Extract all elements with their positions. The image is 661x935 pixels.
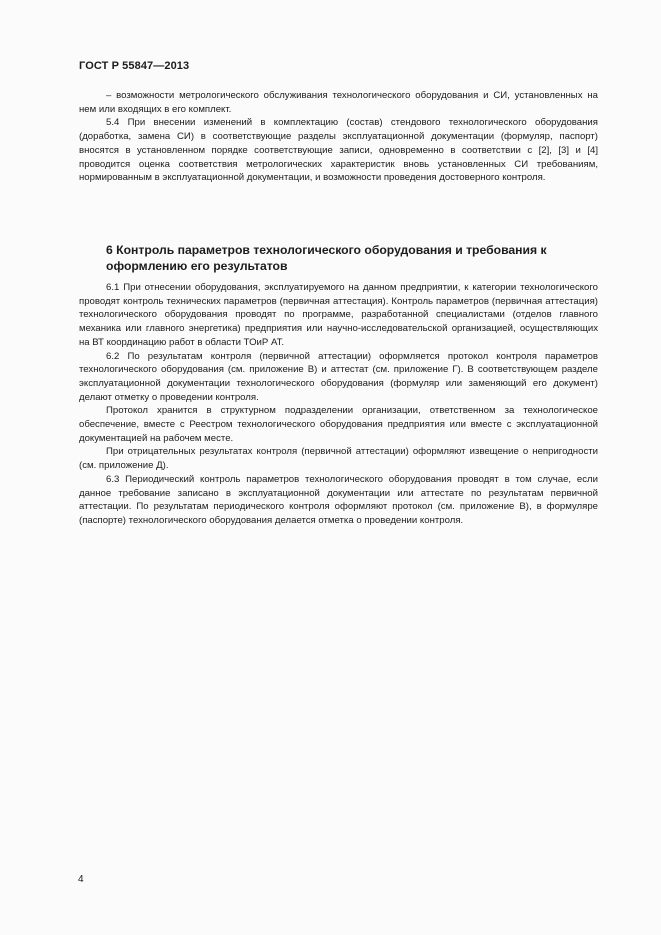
list-continuation-paragraph: – возможности метрологического обслуживания технологического оборудования и СИ, установленных на нем или входящих в его комплект. — [79, 90, 598, 115]
clause-6-2-paragraph: 6.2 По результатам контроля (первичной аттестации) оформляется протокол контроля параметров технологического оборудования (см. приложение В) и аттестат (см. приложение Г). В соответствующем разделе эксплуатационной документации технологического оборудования (формуляр или заменяющий его документ) делают отметку о проведении контроля. — [79, 350, 598, 403]
clause-6-1-paragraph: 6.1 При отнесении оборудования, эксплуатируемого на данном предприятии, к категории технологического проводят контроль технических параметров (первичная аттестация). Контроль параметров (первичная аттестация) технологического оборудования проводят по программе, разработанной специалистами (отделов главного механика или главного энергетика) предприятия или научно-исследовательской организацией, осуществляющих на ВТ координацию работ в области ТОиР АТ. — [79, 282, 598, 348]
section-6-body — [79, 281, 598, 528]
clause-6-3-paragraph: 6.3 Периодический контроль параметров технологического оборудования проводят в том случае, если данное требование записано в эксплуатационной документации или аттестате по результатам первичной аттестации. По результатам периодического контроля оформляют протокол (см. приложение В), в формуляре (паспорте) технологического оборудования делается отметка о проведении контроля. — [79, 473, 598, 526]
negative-result-paragraph: При отрицательных результатах контроля (первичной аттестации) оформляют извещение о непригодности (см. приложение Д). — [79, 446, 598, 472]
clause-5-4-paragraph: 5.4 При внесении изменений в комплектацию (состав) стендового технологического оборудования (доработка, замена СИ) в соответствующие разделы эксплуатационной документации (формуляр, паспорт) вносятся в установленном порядке соответствующие записи, одновременно в соответствии с [2], [3] и [4] проводится оценка соответствия метрологических характеристик вновь установленных СИ требованиям, нормированным в эксплуатационной документации, и возможности проведения достоверного контроля. — [79, 117, 598, 184]
page-number: 4 — [78, 874, 84, 885]
protocol-storage-paragraph: Протокол хранится в структурном подразделении организации, ответственном за технологическое обеспечение, вместе с Реестром технологического оборудования предприятия или вместе с эксплуатационной документацией на рабочем месте. — [79, 405, 598, 444]
intro-text-block — [79, 89, 598, 185]
standard-designation: ГОСТ Р 55847—2013 — [79, 60, 190, 72]
section-6-heading: 6 Контроль параметров технологического оборудования и требования к оформлению его результатов — [106, 243, 547, 273]
